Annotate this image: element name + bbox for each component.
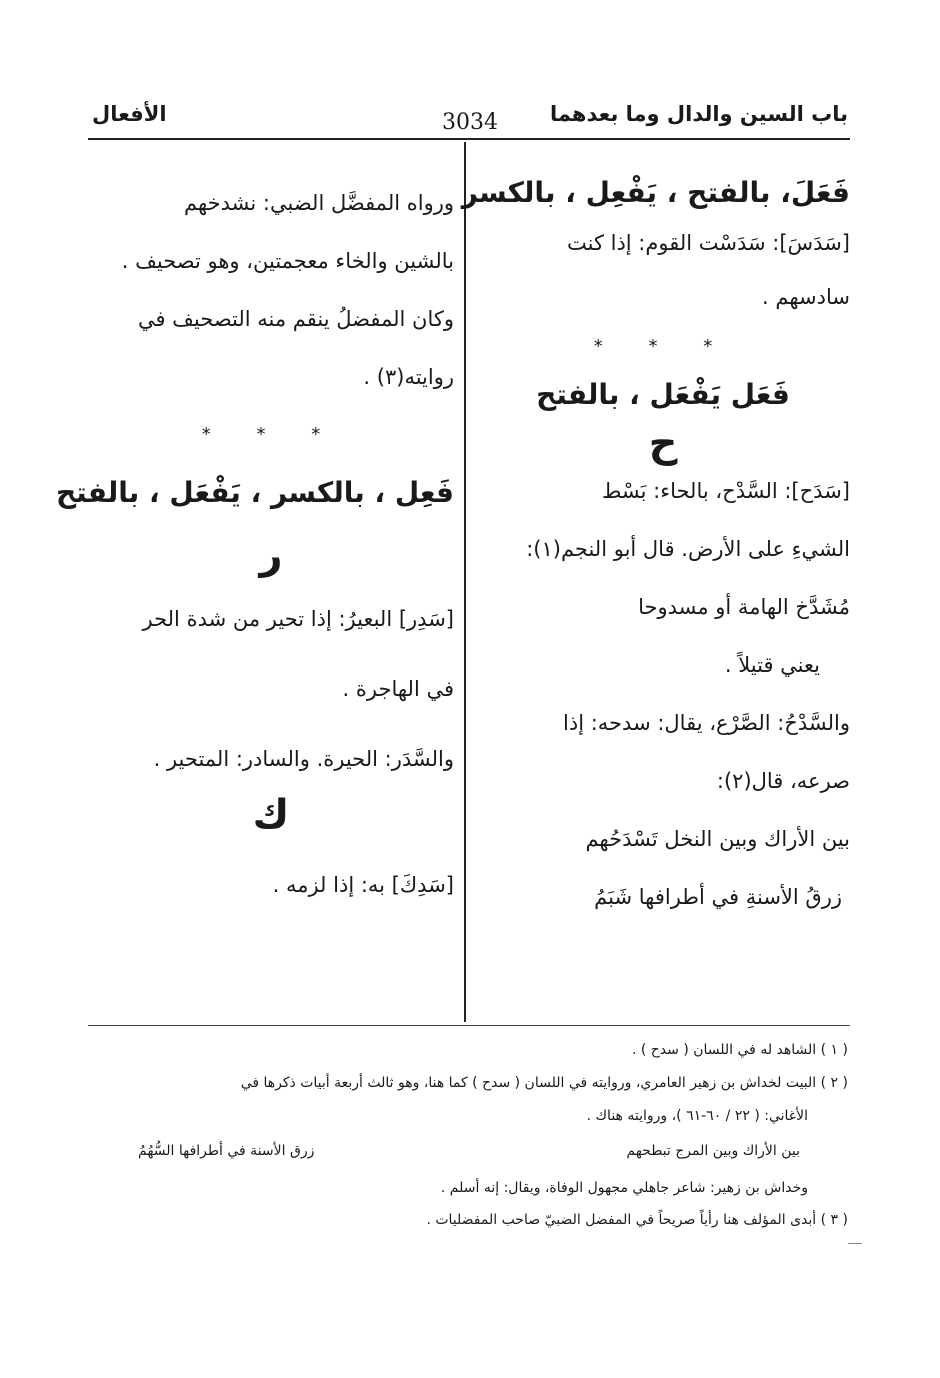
footnote-2-author: وخداش بن زهير: شاعر جاهلي مجهول الوفاة، ويقال: إنه أسلم . (440, 1180, 808, 1196)
right-heading-1: فَعَلَ، بالفتح ، يَفْعِل ، بالكسر (461, 176, 850, 209)
entry-line: روايته(٣) . (363, 365, 454, 389)
entry-line: وكان المفضلُ ينقم منه التصحيف في (137, 307, 454, 331)
right-heading-2: فَعَل يَفْعَل ، بالفتح (536, 378, 790, 411)
footnote-3: ( ٣ ) أبدى المؤلف هنا رأياً صريحاً في المفضل الضبيّ صاحب المفضليات . (426, 1212, 848, 1228)
entry-line: في الهاجرة . (342, 677, 454, 701)
root-letter: ر (259, 532, 283, 578)
left-column (55, 160, 454, 900)
entry-line: يعني قتيلاً . (724, 653, 820, 677)
entry-line: [سَدِكَ] به: إذا لزمه . (272, 873, 454, 897)
footnote-rule (88, 1025, 850, 1026)
page-number: 3034 (442, 110, 498, 135)
left-heading: فَعِل ، بالكسر ، يَفْعَل ، بالفتح (55, 476, 454, 509)
entry-line: سادسهم . (762, 285, 850, 309)
footnote-1: ( ١ ) الشاهد له في اللسان ( سدح ) . (631, 1042, 848, 1058)
root-letter: ك (252, 792, 290, 838)
verse-line: زرقُ الأسنةِ في أطرافها شَبَمُ (594, 885, 842, 909)
chapter-header: باب السين والدال وما بعدهما (549, 102, 848, 126)
footnote-verse-a: بين الأراك وبين المرج تبطحهم (626, 1143, 800, 1159)
entry-line: [سَدِر] البعيرُ: إذا تحير من شدة الحر (142, 607, 454, 631)
entry-line: [سَدَح]: السَّدْح، بالحاء: بَسْط (601, 479, 850, 503)
entry-line: والسَّدَر: الحيرة. والسادر: المتحير . (153, 747, 454, 771)
stars-separator: * * * (593, 336, 733, 357)
entry-line: صرعه، قال(٢): (716, 769, 850, 793)
entry-line: الشيءِ على الأرض. قال أبو النجم(١): (526, 537, 850, 561)
footnote-verse-b: زرق الأسنة في أطرافها السُّهُمُ (138, 1143, 315, 1159)
verse-line: مُشَدَّخ الهامة أو مسدوحا (638, 595, 850, 619)
entry-line: والسَّدْحُ: الصَّرْع، يقال: سدحه: إذا (563, 711, 850, 735)
right-column (461, 160, 850, 912)
entry-line: [سَدَسَ]: سَدَسْت القوم: إذا كنت (566, 231, 850, 255)
footnote-2-cont: الأغاني: ( ٢٢ / ٦٠-٦١ )، وروايته هناك . (586, 1108, 808, 1124)
section-header: الأفعال (92, 102, 167, 126)
root-letter: ح (648, 420, 678, 466)
entry-line: ورواه المفضَّل الضبي: نشدخهم (184, 191, 454, 215)
column-divider (464, 142, 466, 1022)
entry-line: بالشين والخاء معجمتين، وهو تصحيف . (121, 249, 454, 273)
stars-separator: * * * (201, 424, 341, 445)
verse-line: بين الأراك وبين النخل تَسْدَحُهم (585, 827, 850, 851)
page-edge-mark (848, 1243, 862, 1244)
footnote-2: ( ٢ ) البيت لخداش بن زهير العامري، وروايته في اللسان ( سدح ) كما هنا، وهو ثالث أربعة أبيات ذكرها في (240, 1075, 848, 1091)
header-rule (88, 138, 850, 140)
